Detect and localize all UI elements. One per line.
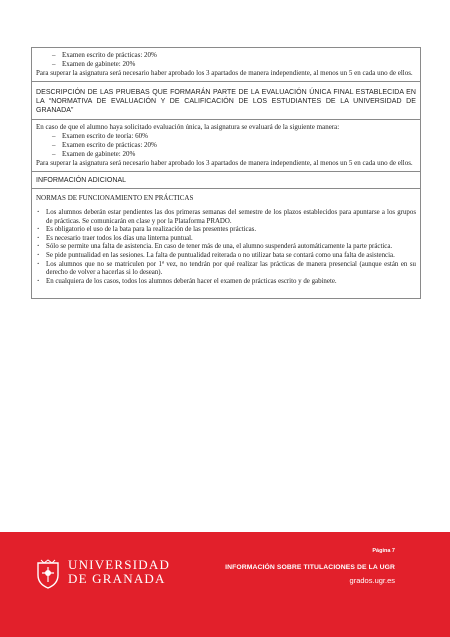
unica-body-cell (32, 120, 420, 172)
rules-subheading: NORMAS DE FUNCIONAMIENTO EN PRÁCTICAS (36, 194, 194, 202)
evaluation-table (31, 47, 421, 299)
list-item: · Sólo se permite una falta de asistencia. En caso de tener más de una, el alumno suspenderá automáticamente la parte práctica. (46, 243, 416, 252)
list-item: – Examen de gabinete: 20% (62, 150, 416, 159)
university-name-line1: UNIVERSIDAD (68, 557, 171, 572)
footer-banner (0, 532, 450, 637)
info-heading-cell (32, 172, 420, 189)
evaluation-continuation-cell (32, 48, 420, 82)
info-body-cell (32, 189, 420, 298)
list-item: · Es necesario traer todos los días una linterna puntual. (46, 235, 416, 244)
pass-note: Para superar la asignatura será necesario haber aprobado los 3 apartados de manera independiente, al menos un 5 en cada uno de ellos. (36, 69, 413, 77)
list-item: · Es obligatorio el uso de la bata para la realización de las presentes prácticas. (46, 226, 416, 235)
list-item: – Examen de gabinete: 20% (62, 60, 416, 69)
section-heading: INFORMACIÓN ADICIONAL (36, 177, 127, 184)
university-crest-icon (35, 559, 61, 589)
rules-list (36, 209, 416, 286)
section-heading: DESCRIPCIÓN DE LAS PRUEBAS QUE FORMARÁN PARTE DE LA EVALUACIÓN ÚNICA FINAL ESTABLECIDA EN LA “NORMATIVA DE EVALUACIÓN Y DE CALIFICACIÓN DE LOS ESTUDIANTES DE LA UNIVERSIDAD DE GRANADA” (36, 89, 416, 114)
university-name-line2: DE GRANADA (68, 571, 166, 586)
list-item: – Examen escrito de prácticas: 20% (62, 51, 416, 60)
unica-intro: En caso de que el alumno haya solicitado evaluación única, la asignatura se evaluará de la siguiente manera: (36, 123, 340, 131)
page-number: Página 7 (372, 548, 395, 554)
university-name (68, 558, 170, 586)
list-item: · En cualquiera de los casos, todos los alumnos deberán hacer el examen de prácticas escrito y de gabinete. (46, 278, 416, 287)
list-item: – Examen escrito de teoría: 60% (62, 132, 416, 141)
titulaciones-info: INFORMACIÓN SOBRE TITULACIONES DE LA UGR (225, 564, 395, 571)
percent-list (36, 51, 416, 69)
list-item: · Se pide puntualidad en las sesiones. La falta de puntualidad reiterada o no utilizar bata se contará como una falta de asistencia. (46, 252, 416, 261)
website-link[interactable]: grados.ugr.es (349, 576, 395, 585)
unica-heading-cell (32, 82, 420, 120)
list-item: – Examen escrito de prácticas: 20% (62, 141, 416, 150)
list-item: · Los alumnos que no se matriculen por 1ª vez, no tendrán por qué realizar las prácticas de manera presencial (aunque están en su derecho de volver a hacerlas si lo desean). (46, 261, 416, 278)
list-item: · Los alumnos deberán estar pendientes las dos primeras semanas del semestre de los plazos establecidos para apuntarse a los grupos de prácticas. Se comunicarán en clase y por la Plataforma PRADO. (46, 209, 416, 226)
pass-note: Para superar la asignatura será necesario haber aprobado los 3 apartados de manera independiente, al menos un 5 en cada uno de ellos. (36, 159, 413, 167)
percent-list (36, 132, 416, 159)
